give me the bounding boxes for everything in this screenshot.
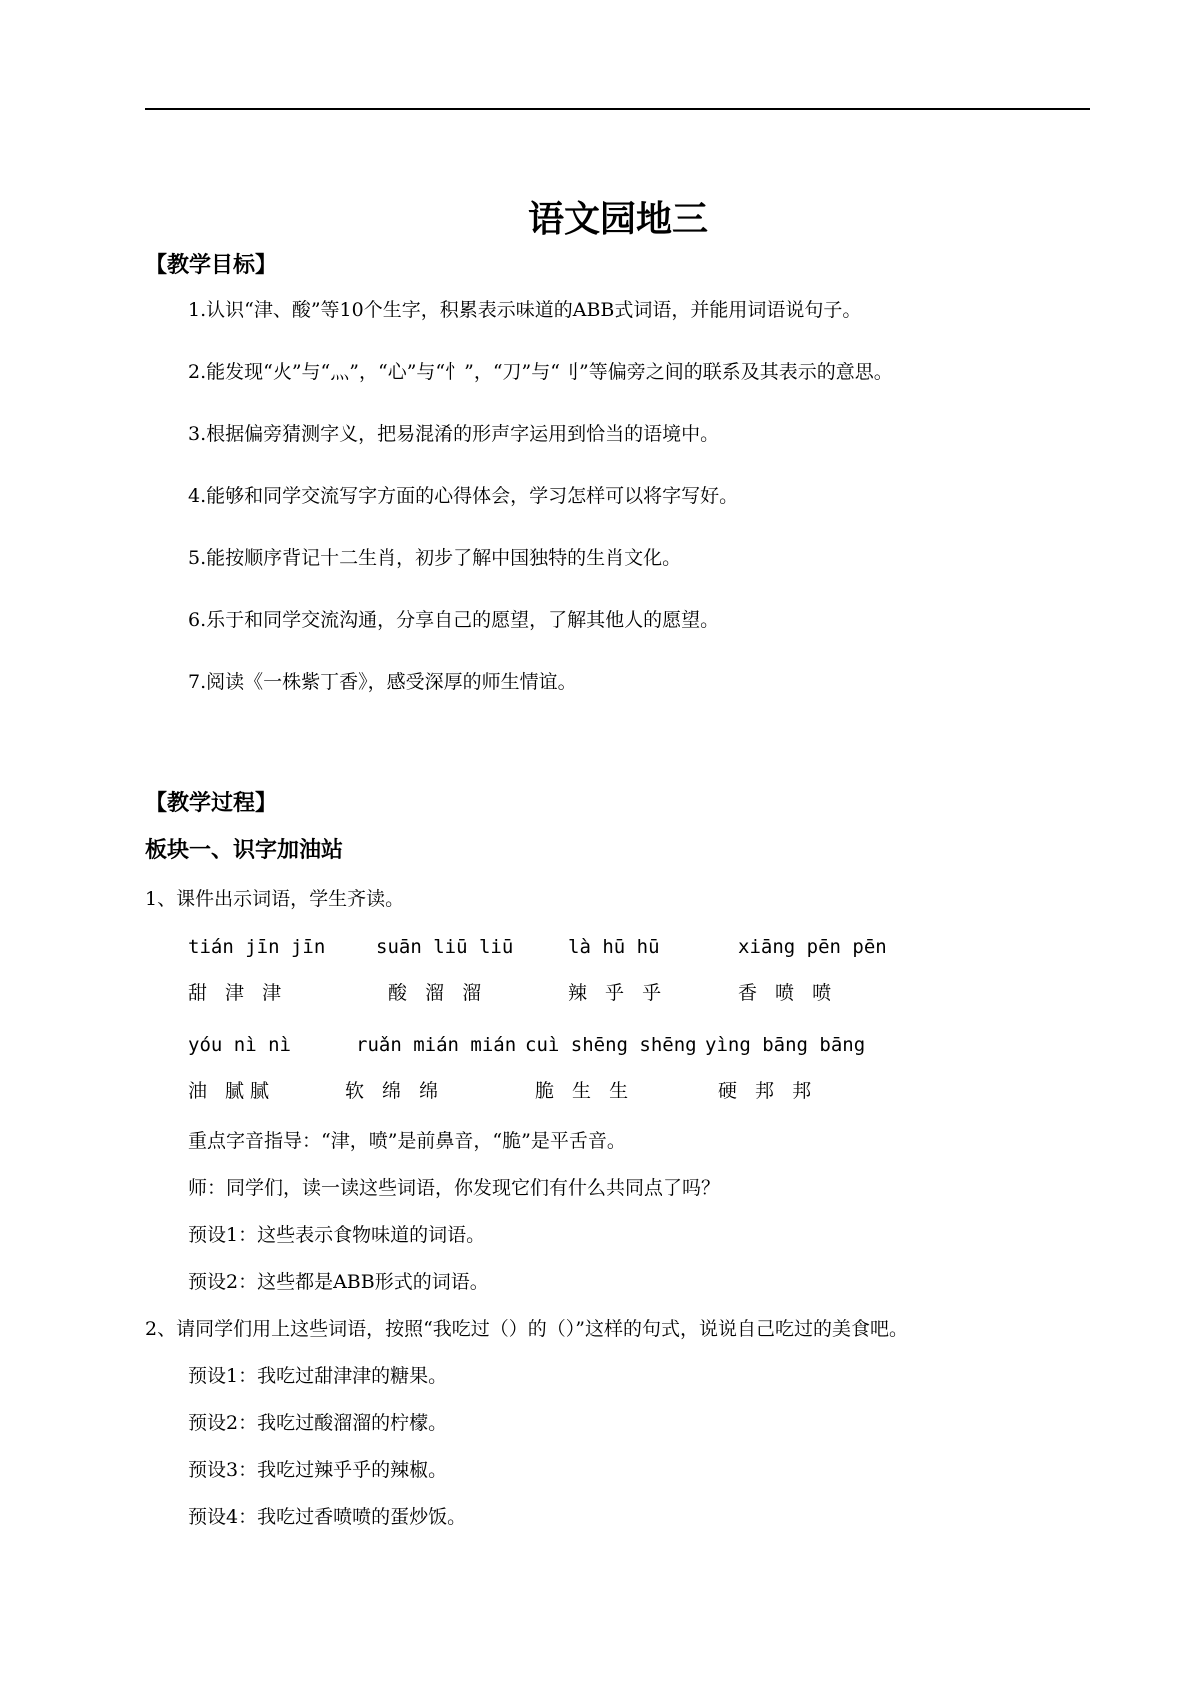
word-pinyin: yóu nì nì	[188, 1034, 291, 1056]
teacher-question: 师：同学们，读一读这些词语，你发现它们有什么共同点了吗？	[188, 1177, 721, 1199]
word-hanzi: 软 绵 绵	[345, 1080, 445, 1102]
header-rule	[145, 108, 1090, 110]
word-pinyin: cuì shēng shēng	[525, 1034, 697, 1056]
preset-answer: 预设2：这些都是ABB形式的词语。	[188, 1271, 489, 1293]
pronunciation-note: 重点字音指导：“津，喷”是前鼻音，“脆”是平舌音。	[188, 1130, 626, 1152]
word-hanzi: 香 喷 喷	[738, 982, 838, 1004]
goal-item: 4.能够和同学交流写字方面的心得体会，学习怎样可以将字写好。	[188, 485, 739, 507]
preset-sentence: 预设4：我吃过香喷喷的蛋炒饭。	[188, 1506, 467, 1528]
preset-sentence: 预设2：我吃过酸溜溜的柠檬。	[188, 1412, 448, 1434]
goal-item: 2.能发现“火”与“灬”，“心”与“忄”，“刀”与“刂”等偏旁之间的联系及其表示的意思。	[188, 361, 893, 383]
goal-item: 5.能按顺序背记十二生肖，初步了解中国独特的生肖文化。	[188, 547, 682, 569]
section1-heading: 板块一、识字加油站	[145, 838, 344, 863]
word-hanzi: 甜 津 津	[188, 982, 288, 1004]
goal-item: 1.认识“津、酸”等10个生字，积累表示味道的ABB式词语，并能用词语说句子。	[188, 299, 862, 321]
word-pinyin: là hū hū	[568, 936, 660, 958]
process-heading: 【教学过程】	[145, 791, 278, 816]
preset-answer: 预设1：这些表示食物味道的词语。	[188, 1224, 486, 1246]
word-hanzi: 油 腻腻	[188, 1080, 276, 1102]
word-hanzi: 辣 乎 乎	[568, 982, 668, 1004]
page-title: 语文园地三	[527, 199, 708, 240]
goal-item: 3.根据偏旁猜测字义，把易混淆的形声字运用到恰当的语境中。	[188, 423, 720, 445]
word-hanzi: 酸 溜 溜	[388, 982, 488, 1004]
goal-item: 7.阅读《一株紫丁香》，感受深厚的师生情谊。	[188, 671, 577, 693]
word-pinyin: yìng bāng bāng	[705, 1034, 866, 1056]
word-hanzi: 脆 生 生	[535, 1080, 635, 1102]
word-pinyin: ruǎn mián mián	[356, 1034, 517, 1056]
goals-heading: 【教学目标】	[145, 253, 278, 278]
step1-text: 1、课件出示词语，学生齐读。	[145, 888, 405, 910]
preset-sentence: 预设3：我吃过辣乎乎的辣椒。	[188, 1459, 448, 1481]
word-hanzi: 硬 邦 邦	[718, 1080, 818, 1102]
word-pinyin: suān liū liū	[376, 936, 514, 958]
step2-text: 2、请同学们用上这些词语，按照“我吃过（）的（）”这样的句式，说说自己吃过的美食吧。	[145, 1318, 909, 1340]
preset-sentence: 预设1：我吃过甜津津的糖果。	[188, 1365, 448, 1387]
word-pinyin: tián jīn jīn	[188, 936, 326, 958]
word-pinyin: xiāng pēn pēn	[738, 936, 887, 958]
goal-item: 6.乐于和同学交流沟通，分享自己的愿望，了解其他人的愿望。	[188, 609, 720, 631]
